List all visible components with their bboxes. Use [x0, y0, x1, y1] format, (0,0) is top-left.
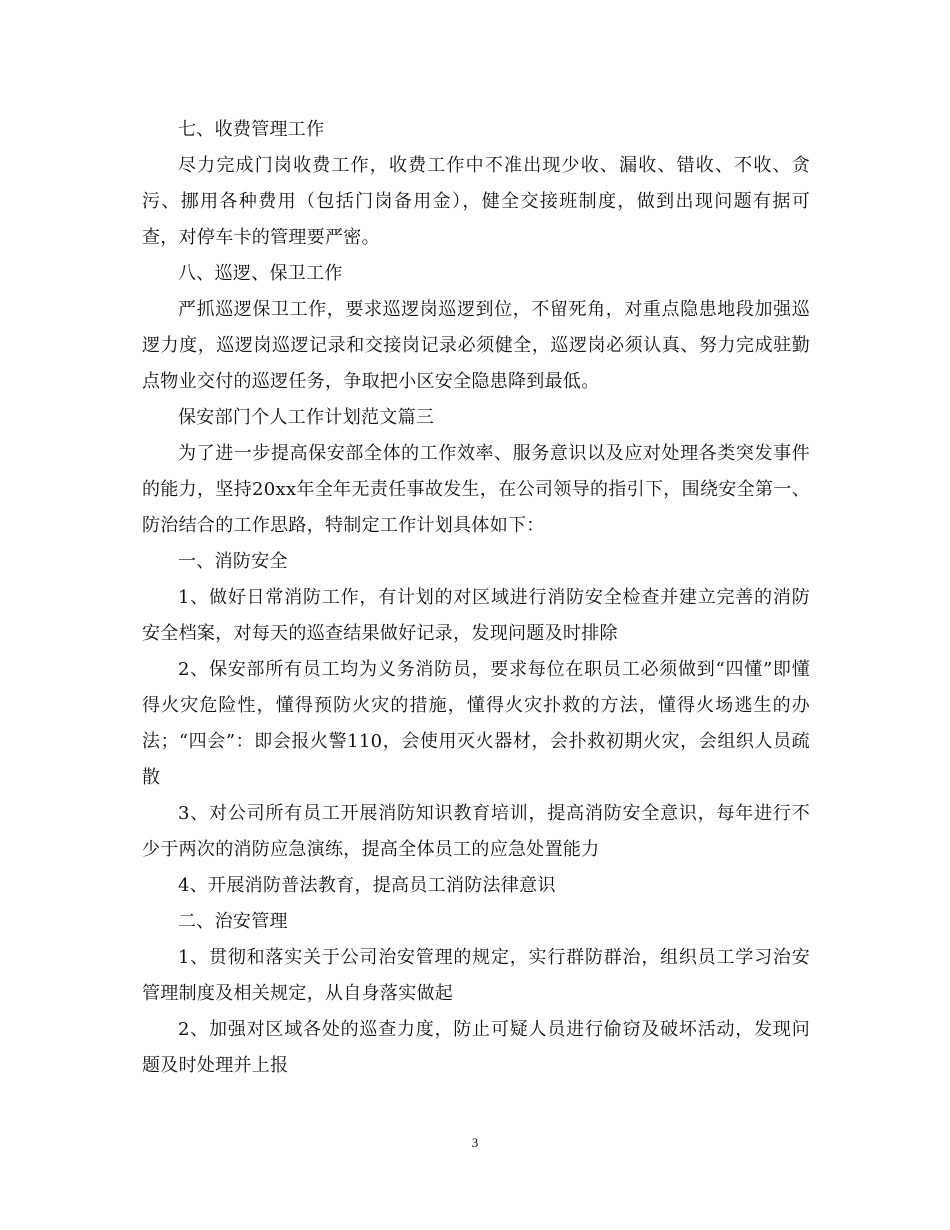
section-heading-fee-management: 七、收费管理工作 — [178, 119, 325, 140]
section-heading-fire-safety: 一、消防安全 — [178, 551, 288, 572]
page-number: 3 — [471, 1135, 479, 1150]
paragraph: 尽力完成门岗收费工作，收费工作中不准出现少收、漏收、错收、不收、贪污、挪用各种费用（包括门岗备用金），健全交接班制度，做到出现问题有据可查，对停车卡的管理要严密。 — [142, 155, 810, 248]
list-item: 2、加强对区域各处的巡查力度，防止可疑人员进行偷窃及破坏活动，发现问题及时处理并上报 — [142, 1019, 810, 1076]
list-item: 3、对公司所有员工开展消防知识教育培训，提高消防安全意识，每年进行不少于两次的消防应急演练，提高全体员工的应急处置能力 — [142, 803, 810, 860]
list-item: 4、开展消防普法教育，提高员工消防法律意识 — [178, 875, 556, 896]
document-body — [142, 112, 810, 1084]
list-item: 1、做好日常消防工作，有计划的对区域进行消防安全检查并建立完善的消防安全档案，对每天的巡查结果做好记录，发现问题及时排除 — [142, 587, 810, 644]
list-item: 1、贯彻和落实关于公司治安管理的规定，实行群防群治，组织员工学习治安管理制度及相关规定，从自身落实做起 — [142, 947, 810, 1004]
paragraph: 严抓巡逻保卫工作，要求巡逻岗巡逻到位，不留死角，对重点隐患地段加强巡逻力度，巡逻岗巡逻记录和交接岗记录必须健全，巡逻岗必须认真、努力完成驻勤点物业交付的巡逻任务，争取把小区安全隐患降到最低。 — [142, 299, 810, 392]
section-heading-public-security: 二、治安管理 — [178, 911, 288, 932]
article-title: 保安部门个人工作计划范文篇三 — [178, 407, 435, 428]
list-item: 2、保安部所有员工均为义务消防员，要求每位在职员工必须做到“四懂”即懂得火灾危险性，懂得预防火灾的措施，懂得火灾扑救的方法，懂得火场逃生的办法；“四会”：即会报火警110，会使用灭火器材，会扑救初期火灾，会组织人员疏散 — [142, 659, 810, 788]
paragraph: 为了进一步提高保安部全体的工作效率、服务意识以及应对处理各类突发事件的能力，坚持20xx年全年无责任事故发生，在公司领导的指引下，围绕安全第一、防治结合的工作思路，特制定工作计划具体如下： — [142, 443, 810, 536]
section-heading-patrol-security: 八、巡逻、保卫工作 — [178, 263, 343, 284]
